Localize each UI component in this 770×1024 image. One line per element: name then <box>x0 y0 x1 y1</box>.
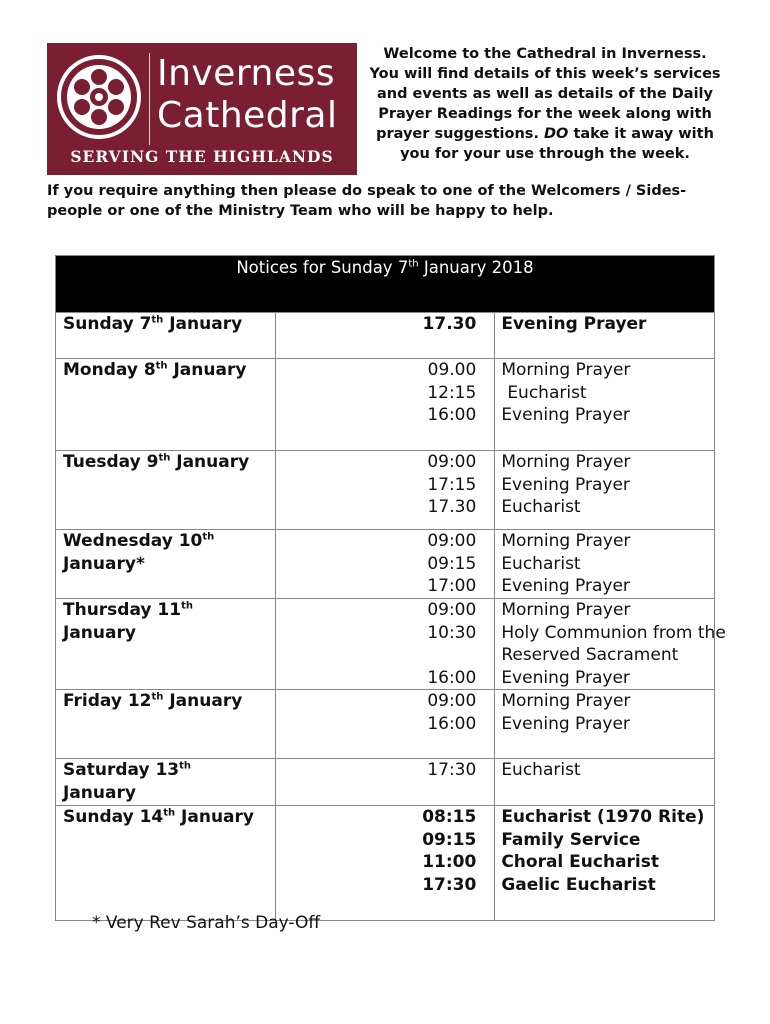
time-cell <box>275 806 495 921</box>
service-name: Eucharist <box>501 760 581 780</box>
service-name: Holy Communion from the <box>501 622 726 643</box>
logo-tagline: SERVING THE HIGHLANDS <box>70 147 334 166</box>
rose-window-icon <box>57 55 141 139</box>
day-day: Sunday 7 <box>63 314 152 334</box>
logo-name <box>157 53 338 137</box>
service-name: Eucharist <box>501 497 581 517</box>
service-time: 10:30 <box>427 622 477 643</box>
day-sup: th <box>163 807 176 819</box>
service-name: Gaelic Eucharist <box>501 874 656 895</box>
day-sup: th <box>155 360 168 372</box>
day-sup: th <box>151 691 164 703</box>
day-day: Monday 8 <box>63 360 156 380</box>
day-month: January <box>63 782 136 803</box>
service-name: Eucharist <box>507 382 587 403</box>
service-time: 17:00 <box>427 576 477 596</box>
day-day: Sunday 14 <box>63 807 164 827</box>
service-name: Evening Prayer <box>501 314 647 334</box>
day-day: Tuesday 9 <box>63 452 159 472</box>
help-text: If you require anything then please do speak to one of the Welcomers / Sides-people or one of the Ministry Team who will be happy to help. <box>47 183 687 219</box>
day-cell <box>56 359 276 451</box>
footnote: * Very Rev Sarah’s Day-Off <box>92 913 321 933</box>
day-day: Friday 12 <box>63 691 152 711</box>
table-row <box>56 806 715 921</box>
logo-line-1: Inverness <box>157 53 336 94</box>
day-sup: th <box>158 452 171 464</box>
time-cell <box>275 313 495 359</box>
service-time: 17.30 <box>427 497 477 517</box>
service-time: 09:15 <box>427 553 477 574</box>
service-time: 17:30 <box>422 874 477 895</box>
service-name: Morning Prayer <box>501 600 631 620</box>
day-cell <box>56 690 276 759</box>
service-time: 09:15 <box>422 829 477 850</box>
table-row <box>56 530 715 599</box>
table-row <box>56 599 715 690</box>
service-name: Evening Prayer <box>501 713 630 734</box>
time-cell <box>275 451 495 530</box>
service-name: Morning Prayer <box>501 452 631 472</box>
day-day: Thursday 11 <box>63 600 182 620</box>
day-month: January <box>63 622 136 643</box>
day-cell <box>56 806 276 921</box>
time-cell <box>275 759 495 806</box>
day-cell <box>56 451 276 530</box>
service-name: Evening Prayer <box>501 576 630 596</box>
service-time: 17.30 <box>422 314 477 334</box>
day-sup: th <box>151 314 164 326</box>
service-time <box>282 644 477 667</box>
service-time: 09:00 <box>427 531 477 551</box>
table-row <box>56 690 715 759</box>
day-cell <box>56 530 276 599</box>
service-name: Eucharist (1970 Rite) <box>501 807 705 827</box>
header-title-start: Notices for Sunday 7 <box>236 258 409 277</box>
service-time: 09:00 <box>427 452 477 472</box>
service-time: 17:30 <box>427 760 477 780</box>
day-month: January* <box>63 553 145 574</box>
service-time: 16:00 <box>427 667 477 688</box>
service-cell <box>495 806 715 921</box>
day-month: January <box>170 452 250 472</box>
day-month: January <box>163 691 243 711</box>
time-cell <box>275 690 495 759</box>
header-title-end: January 2018 <box>418 258 534 277</box>
service-cell <box>495 530 715 599</box>
service-name: Evening Prayer <box>501 405 630 425</box>
service-name: Family Service <box>501 829 641 850</box>
day-day: Wednesday 10 <box>63 531 203 551</box>
service-time: 17:15 <box>427 474 477 495</box>
service-name: Morning Prayer <box>501 360 631 380</box>
day-month: January <box>175 807 254 827</box>
day-cell <box>56 599 276 690</box>
day-month: January <box>163 314 243 334</box>
day-sup: th <box>179 760 192 772</box>
service-time: 16:00 <box>427 713 477 734</box>
day-day: Saturday 13 <box>63 760 180 780</box>
table-row <box>56 451 715 530</box>
header-title-sup: th <box>408 258 419 270</box>
service-time: 09:00 <box>427 691 477 711</box>
notices-table <box>55 255 726 921</box>
service-time: 09.00 <box>427 360 477 380</box>
service-name: Morning Prayer <box>501 691 631 711</box>
service-cell <box>495 451 715 530</box>
service-time: 11:00 <box>422 852 477 872</box>
welcome-text <box>367 44 723 164</box>
table-header-row <box>56 256 715 313</box>
table-row <box>56 359 715 451</box>
welcome-part-2: take it away with you for your use through the week. <box>400 126 714 162</box>
service-name: Reserved Sacrament <box>501 645 679 665</box>
service-time: 12:15 <box>427 382 477 403</box>
table-row <box>56 313 715 359</box>
service-name: Evening Prayer <box>501 474 630 495</box>
cathedral-logo <box>47 43 357 175</box>
service-name: Evening Prayer <box>501 667 630 688</box>
day-cell <box>56 759 276 806</box>
logo-line-2: Cathedral <box>157 95 338 136</box>
day-month: January <box>167 360 247 380</box>
service-time: 08:15 <box>422 807 477 827</box>
table-header <box>56 256 715 313</box>
table-row <box>56 759 715 806</box>
logo-divider <box>149 53 150 145</box>
time-cell <box>275 599 495 690</box>
service-cell <box>495 759 715 806</box>
day-sup: th <box>181 600 193 612</box>
welcome-emphasis: DO <box>544 126 569 142</box>
service-cell <box>495 599 726 690</box>
service-time: 16:00 <box>427 405 477 425</box>
day-cell <box>56 313 276 359</box>
day-sup: th <box>202 531 215 543</box>
service-cell <box>495 359 715 451</box>
welcome-part-1: Welcome to the Cathedral in Inverness. You will find details of this week’s services and events as well as details of the Daily Prayer Readings for the week along with prayer suggestions. <box>369 46 721 142</box>
service-name: Morning Prayer <box>501 531 631 551</box>
service-time: 09:00 <box>427 600 477 620</box>
service-name: Eucharist <box>501 553 581 574</box>
service-cell <box>495 690 715 759</box>
time-cell <box>275 359 495 451</box>
service-cell <box>495 313 715 359</box>
time-cell <box>275 530 495 599</box>
service-name: Choral Eucharist <box>501 852 659 872</box>
